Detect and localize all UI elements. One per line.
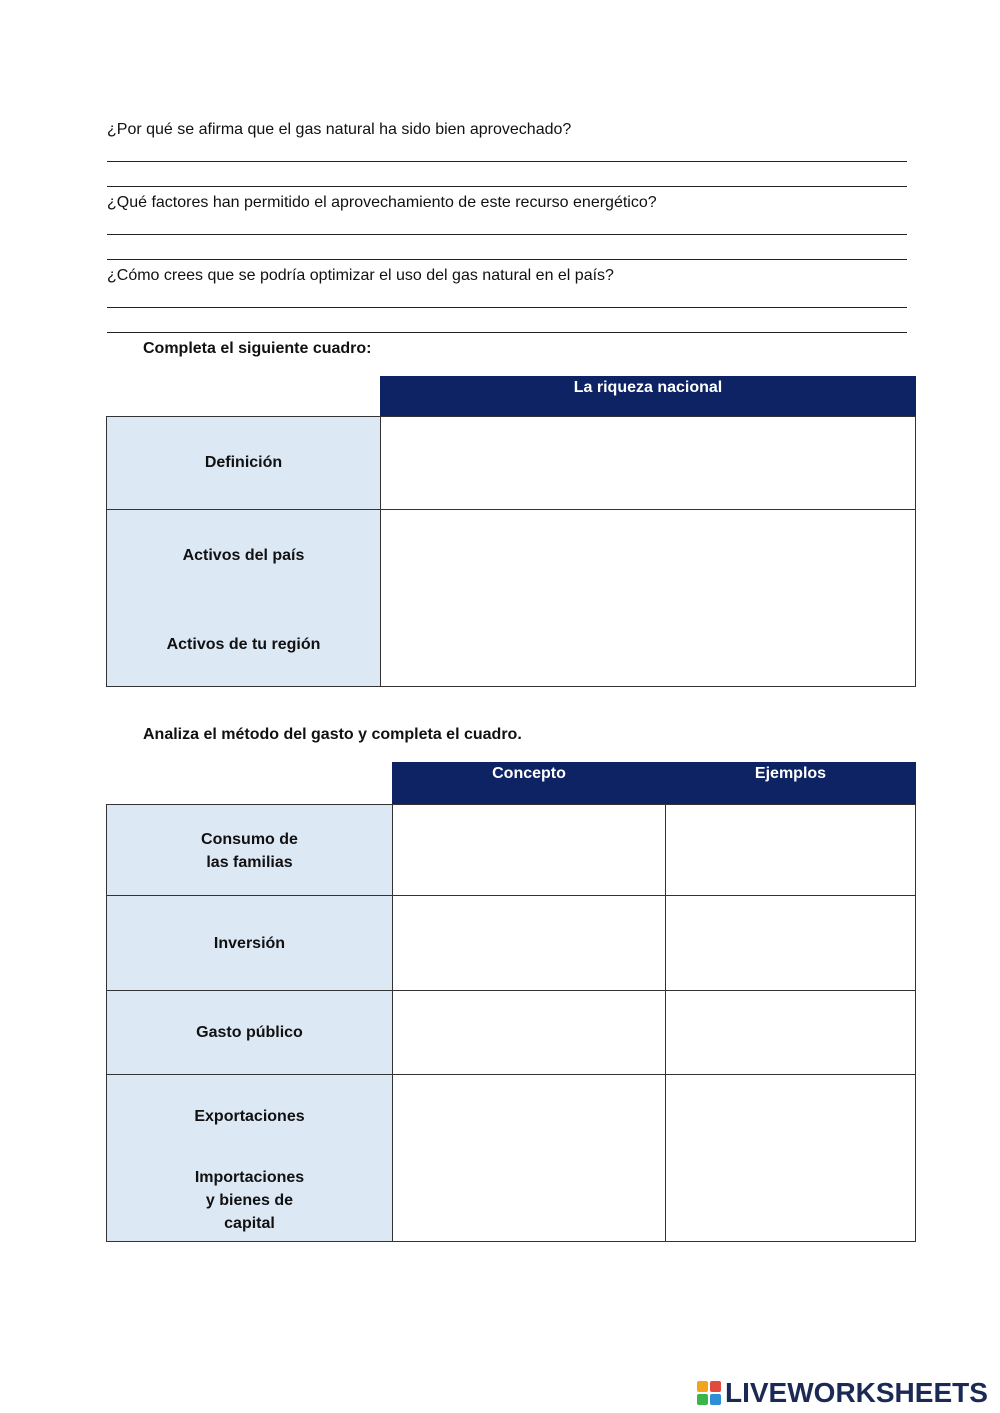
- question-1: ¿Por qué se afirma que el gas natural ha sido bien aprovechado?: [107, 121, 572, 138]
- row-label-consumo: [106, 804, 393, 896]
- definicion-input[interactable]: [381, 417, 915, 509]
- row-label-text: las familias: [206, 854, 293, 871]
- row-label-text: Activos del país: [182, 547, 305, 564]
- answer-line[interactable]: [107, 259, 907, 260]
- answer-line[interactable]: [107, 332, 907, 333]
- liveworksheets-logo: [697, 1378, 988, 1408]
- gasto-ejemplos-input[interactable]: [666, 991, 915, 1074]
- activos-input[interactable]: [381, 510, 915, 686]
- table2-header-concepto: Concepto: [392, 762, 666, 805]
- consumo-concepto-input[interactable]: [393, 805, 665, 895]
- table2-header-ejemplos: Ejemplos: [665, 762, 916, 805]
- row-label-activos: [106, 509, 381, 687]
- row-label-text: Exportaciones: [194, 1108, 305, 1125]
- table1-instruction: Completa el siguiente cuadro:: [143, 340, 372, 357]
- comercio-ejemplos-cell[interactable]: [665, 1074, 916, 1242]
- answer-line[interactable]: [107, 307, 907, 308]
- row-label-text: Consumo de: [201, 831, 298, 848]
- logo-square: [697, 1381, 708, 1392]
- table2-instruction: Analiza el método del gasto y completa el cuadro.: [143, 726, 522, 743]
- gasto-concepto-cell[interactable]: [392, 990, 666, 1075]
- row-label-text: Definición: [204, 454, 283, 471]
- inversion-concepto-input[interactable]: [393, 896, 665, 990]
- question-2: ¿Qué factores han permitido el aprovechamiento de este recurso energético?: [107, 194, 657, 211]
- inversion-concepto-cell[interactable]: [392, 895, 666, 991]
- row-label-inversion: [106, 895, 393, 991]
- inversion-ejemplos-input[interactable]: [666, 896, 915, 990]
- consumo-concepto-cell[interactable]: [392, 804, 666, 896]
- table1-header: La riqueza nacional: [380, 376, 916, 417]
- row-label-text: Importaciones: [194, 1169, 305, 1186]
- row-label-text: Activos de tu región: [166, 636, 321, 653]
- activos-cell[interactable]: [380, 509, 916, 687]
- logo-square: [697, 1394, 708, 1405]
- gasto-concepto-input[interactable]: [393, 991, 665, 1074]
- comercio-concepto-cell[interactable]: [392, 1074, 666, 1242]
- row-label-text: capital: [224, 1215, 275, 1232]
- row-label-definicion: [106, 416, 381, 510]
- row-label-text: Gasto público: [196, 1024, 303, 1041]
- answer-line[interactable]: [107, 234, 907, 235]
- brand-name: LIVEWORKSHEETS: [725, 1377, 988, 1408]
- row-label-gasto-publico: [106, 990, 393, 1075]
- definicion-cell[interactable]: [380, 416, 916, 510]
- logo-square: [710, 1381, 721, 1392]
- answer-line[interactable]: [107, 161, 907, 162]
- gasto-ejemplos-cell[interactable]: [665, 990, 916, 1075]
- consumo-ejemplos-input[interactable]: [666, 805, 915, 895]
- logo-square: [710, 1394, 721, 1405]
- comercio-ejemplos-input[interactable]: [666, 1075, 915, 1241]
- comercio-concepto-input[interactable]: [393, 1075, 665, 1241]
- row-label-text: Inversión: [213, 935, 286, 952]
- row-label-text: y bienes de: [205, 1192, 294, 1209]
- consumo-ejemplos-cell[interactable]: [665, 804, 916, 896]
- row-label-comercio: [106, 1074, 393, 1242]
- question-3: ¿Cómo crees que se podría optimizar el uso del gas natural en el país?: [107, 267, 614, 284]
- answer-line[interactable]: [107, 186, 907, 187]
- inversion-ejemplos-cell[interactable]: [665, 895, 916, 991]
- liveworksheets-logo-icon: [697, 1381, 721, 1405]
